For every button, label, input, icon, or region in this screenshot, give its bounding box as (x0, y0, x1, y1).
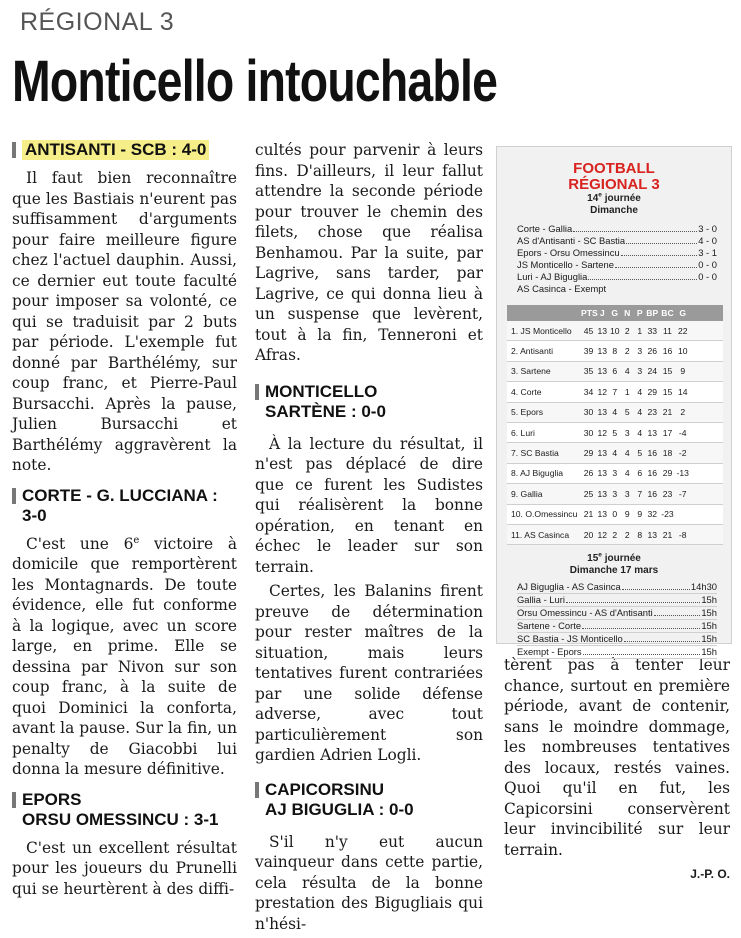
standings-row (507, 484, 723, 504)
standings-cell-n: 4 (624, 448, 630, 459)
standings-cell-g: 3 (612, 488, 618, 499)
standings-cell-n: 2 (624, 325, 630, 336)
result-score: 3 - 0 (698, 223, 717, 234)
standings-cell-j: 13 (597, 509, 608, 520)
leader-dots (566, 602, 700, 603)
paragraph: Certes, les Balanins firent preuve de détermination pour rester maîtres de la situation, mais leurs tentatives furent contrariées par une solide défense adverse, avec tout particulièrement son gardien Adrien Logli. (255, 582, 483, 764)
result-row (517, 259, 717, 271)
results-list (517, 223, 717, 295)
standings-header-cell: G (679, 308, 687, 318)
headline: Monticello intouchable (12, 49, 498, 114)
standings-cell-pts: 21 (583, 509, 594, 520)
paragraph: Il faut bien reconnaître que les Bastiais n'eurent pas suffisamment d'arguments pour faire meilleure figure chez l'actuel dauphin. Aussi, ce dernier eut toute faculté pour imposer sa volonté, ce qui se traduisit par 2 buts par période. L'exemple fut donné par Barthélémy, sur coup franc, et Pierre-Paul Bursacchi. Après la pause, Julien Bursacchi et Barthélémy aggravèrent la note. (12, 169, 237, 474)
standings-cell-n: 2 (624, 529, 630, 540)
standings-cell-team: 11. AS Casinca (511, 529, 570, 540)
standings-cell-p: 5 (637, 448, 643, 459)
standings-cell-pts: 35 (583, 366, 594, 377)
result-score: 0 - 0 (698, 271, 717, 282)
standings-cell-team: 7. SC Bastia (511, 448, 559, 459)
standings-cell-bp: 16 (647, 448, 658, 459)
fixture-teams: Exempt - Epors (517, 646, 582, 658)
match-heading-epors: EPORS ORSU OMESSINCU : 3-1 (12, 790, 237, 830)
standings-cell-j: 12 (597, 529, 608, 540)
standings-cell-team: 5. Epors (511, 407, 544, 418)
match-heading-antisanti: ANTISANTI - SCB : 4-0 (12, 140, 237, 160)
standings-cell-bc: 15 (662, 366, 673, 377)
fixture-row (517, 594, 717, 607)
standings-cell-j: 13 (597, 346, 608, 357)
leader-dots (654, 615, 701, 616)
standings-body (507, 321, 723, 545)
standings-cell-team: 2. Antisanti (511, 346, 554, 357)
standings-header-cell: PTS (581, 308, 598, 318)
standings-cell-p: 4 (637, 427, 643, 438)
fixture-teams: Sartene - Corte (517, 620, 582, 632)
standings-cell-diff: 9 (680, 366, 686, 377)
standings-cell-diff: 2 (680, 407, 686, 418)
standings-cell-n: 3 (624, 427, 630, 438)
standings-cell-diff: 22 (677, 325, 688, 336)
paragraph: C'est un excellent résultat pour les joueurs du Prunelli qui se heurtèrent à des diffi- (12, 838, 237, 898)
standings-cell-p: 7 (637, 488, 643, 499)
result-score: 0 - 0 (698, 259, 717, 270)
leader-dots (582, 628, 700, 629)
standings-cell-g: 3 (612, 468, 618, 479)
standings-cell-bp: 33 (647, 325, 658, 336)
standings-row (507, 525, 723, 545)
standings-row (507, 362, 723, 382)
standings-cell-g: 2 (612, 529, 618, 540)
leader-dots (615, 267, 697, 268)
standings-header-cell: N (624, 308, 631, 318)
standings-cell-g: 7 (612, 386, 618, 397)
standings-cell-g: 8 (612, 346, 618, 357)
leader-dots (588, 279, 697, 280)
standings-cell-bc: 11 (663, 325, 672, 336)
match-heading-monticello: MONTICELLO SARTÈNE : 0-0 (255, 382, 483, 422)
standings-cell-pts: 25 (583, 488, 594, 499)
match-heading-corte: CORTE - G. LUCCIANA : 3-0 (12, 486, 237, 526)
standings-cell-team: 3. Sartene (511, 366, 551, 377)
standings-cell-j: 13 (597, 488, 608, 499)
standings-cell-p: 9 (637, 509, 643, 520)
standings-cell-p: 3 (637, 346, 643, 357)
standings-cell-bc: -23 (661, 509, 674, 520)
standings-header-cell: G (611, 308, 619, 318)
standings-cell-p: 4 (637, 407, 643, 418)
standings-cell-pts: 29 (583, 448, 594, 459)
fixture-time: 14h30 (690, 581, 717, 593)
standings-cell-p: 1 (637, 325, 643, 336)
fixture-row (517, 581, 717, 594)
fixture-row (517, 620, 717, 633)
paragraph: S'il n'y eut aucun vainqueur dans cette partie, cela résulta de la bonne prestation des Bigugliais qui n'hési- (255, 832, 483, 933)
standings-cell-j: 13 (597, 448, 608, 459)
standings-cell-g: 4 (612, 448, 618, 459)
result-row (517, 271, 717, 283)
fixture-time: 15h (701, 633, 717, 645)
standings-cell-pts: 30 (583, 407, 594, 418)
author-signature: J.-P. O. (690, 867, 730, 881)
fixture-row (517, 646, 717, 659)
section-kicker: RÉGIONAL 3 (20, 8, 175, 36)
standings-cell-bp: 13 (647, 529, 658, 540)
standings-cell-diff: -13 (676, 468, 689, 479)
standings-cell-n: 4 (624, 366, 630, 377)
standings-header-cell: J (599, 308, 605, 318)
result-teams: Epors - Orsu Omessincu (517, 247, 620, 258)
standings-row (507, 403, 723, 423)
match-heading-capicorsinu: CAPICORSINU AJ BIGUGLIA : 0-0 (255, 780, 483, 820)
standings-cell-n: 2 (624, 346, 630, 357)
standings-header-cell: BP (646, 308, 659, 318)
standings-cell-bp: 29 (647, 386, 658, 397)
leader-dots (621, 255, 698, 256)
standings-cell-n: 5 (624, 407, 630, 418)
result-teams: AS d'Antisanti - SC Bastia (517, 235, 626, 246)
standings-cell-j: 12 (597, 427, 608, 438)
standings-row (507, 464, 723, 484)
article-column-3 (504, 655, 730, 885)
fixture-time: 15h (701, 607, 717, 619)
result-row (517, 235, 717, 247)
leader-dots (573, 231, 697, 232)
standings-cell-bp: 32 (647, 509, 658, 520)
standings-cell-p: 6 (637, 468, 643, 479)
heading-bar (12, 792, 16, 808)
heading-bar (12, 488, 16, 504)
fixture-time: 15h (701, 594, 717, 606)
round-label: 14e journée (587, 191, 641, 204)
standings-row (507, 505, 723, 525)
standings-cell-diff: 10 (677, 346, 688, 357)
standings-cell-g: 10 (609, 325, 620, 336)
round-day: Dimanche (590, 205, 638, 216)
standings-cell-team: 6. Luri (511, 427, 535, 438)
result-teams: JS Monticello - Sartene (517, 259, 614, 270)
fixture-time: 15h (701, 646, 717, 658)
fixture-teams: SC Bastia - JS Monticello (517, 633, 623, 645)
fixture-row (517, 633, 717, 646)
standings-row (507, 341, 723, 361)
fixture-teams: Gallia - Luri (517, 594, 565, 606)
standings-cell-n: 4 (624, 468, 630, 479)
standings-cell-j: 13 (597, 366, 608, 377)
standings-cell-j: 13 (597, 468, 608, 479)
standings-cell-bp: 16 (647, 468, 658, 479)
standings-cell-j: 13 (597, 325, 608, 336)
fixture-teams: Orsu Omessincu - AS d'Antisanti (517, 607, 653, 619)
standings-cell-diff: -2 (678, 448, 687, 459)
standings-table (507, 305, 723, 545)
standings-cell-pts: 20 (583, 529, 594, 540)
result-teams: AS Casinca - Exempt (517, 283, 607, 294)
fixture-teams: AJ Biguglia - AS Casinca (517, 581, 621, 593)
leader-dots (622, 589, 690, 590)
paragraph: À la lecture du résultat, il n'est pas déplacé de dire que ce furent les Sudistes qui réalisèrent la bonne opération, en tenant en échec le leader sur son terrain. (255, 434, 483, 576)
standings-cell-bp: 23 (647, 407, 658, 418)
standings-cell-g: 4 (612, 407, 618, 418)
standings-cell-bc: 21 (662, 407, 673, 418)
standings-cell-bc: 23 (662, 488, 673, 499)
standings-cell-bc: 15 (662, 386, 673, 397)
standings-cell-pts: 34 (583, 386, 594, 397)
paragraph: tèrent pas à tenter leur chance, surtout en première période, avant de contenir, sans le moindre dommage, les nombreuses tentatives des locaux, restés vaines. Quoi qu'il en fut, les Capicorsini conservèrent leur invincibilité sur leur terrain. (504, 656, 730, 859)
standings-header (507, 305, 723, 321)
standings-cell-p: 4 (637, 386, 643, 397)
standings-cell-bp: 24 (647, 366, 658, 377)
standings-row (507, 443, 723, 463)
standings-cell-pts: 39 (583, 346, 594, 357)
standings-cell-bc: 16 (662, 346, 673, 357)
standings-cell-g: 0 (612, 509, 618, 520)
next-round-label: 15e journée (587, 551, 641, 565)
result-row (517, 247, 717, 259)
standings-cell-bc: 21 (662, 529, 673, 540)
standings-cell-bp: 13 (647, 427, 658, 438)
fixture-time: 15h (701, 620, 717, 632)
standings-cell-bc: 29 (662, 468, 673, 479)
heading-bar (12, 142, 16, 158)
standings-cell-p: 3 (637, 366, 643, 377)
standings-header-cell: BC (661, 308, 674, 318)
standings-cell-team: 9. Gallia (511, 488, 543, 499)
standings-row (507, 382, 723, 402)
fixture-row (517, 607, 717, 620)
standings-cell-p: 8 (637, 529, 643, 540)
next-round-day: Dimanche 17 mars (569, 565, 659, 577)
standings-cell-n: 9 (624, 509, 630, 520)
standings-cell-pts: 45 (583, 325, 594, 336)
result-score: 4 - 0 (698, 235, 717, 246)
standings-cell-diff: -7 (678, 488, 687, 499)
standings-cell-team: 10. O.Omessincu (511, 509, 578, 520)
standings-cell-n: 1 (624, 386, 630, 397)
standings-cell-n: 3 (624, 488, 630, 499)
standings-header-cell: P (636, 308, 643, 318)
standings-cell-j: 12 (597, 386, 608, 397)
result-row (517, 223, 717, 235)
result-teams: Luri - AJ Biguglia (517, 271, 588, 282)
results-sidebar (496, 146, 732, 658)
leader-dots (624, 641, 701, 642)
standings-cell-g: 6 (612, 366, 618, 377)
fixtures-list (517, 581, 717, 659)
article-column-2 (255, 140, 483, 938)
standings-cell-team: 8. AJ Biguglia (511, 468, 564, 479)
paragraph: C'est une 6e victoire à domicile que remportèrent les Montagnards. De toute évidence, elle fut conforme à la logique, avec un score large, en prime. Elle se dessina par Nivon sur son coup franc, à la suite de quoi Dominici la conforta, avant la pause. Sur la fin, un penalty de Giacobbi lui donna la mesure définitive. (12, 534, 237, 778)
standings-cell-g: 5 (612, 427, 618, 438)
standings-cell-diff: 14 (677, 386, 688, 397)
heading-bar (255, 384, 259, 400)
leader-dots (583, 654, 701, 655)
standings-cell-diff: -4 (678, 427, 687, 438)
article-column-1 (12, 140, 237, 903)
standings-cell-diff: -8 (678, 529, 687, 540)
sidebar-title: FOOTBALL RÉGIONAL 3 (568, 160, 660, 193)
heading-bar (255, 782, 259, 798)
standings-cell-team: 1. JS Monticello (511, 325, 572, 336)
standings-cell-pts: 30 (583, 427, 594, 438)
standings-cell-pts: 26 (583, 468, 594, 479)
result-teams: Corte - Gallia (517, 223, 573, 234)
standings-cell-bc: 17 (662, 427, 673, 438)
paragraph: cultés pour parvenir à leurs fins. D'ailleurs, il leur fallut attendre la seconde période pour trouver le chemin des filets, chose que réalisa Benhamou. Par la suite, par Lagrive, sans tarder, par Lagrive, ce qui donna lieu à un suspense que levèrent, tout à la fin, Tenneroni et Afras. (255, 141, 483, 364)
standings-row (507, 321, 723, 341)
result-score: 3 - 1 (698, 247, 717, 258)
leader-dots (626, 243, 697, 244)
standings-cell-bp: 16 (647, 488, 658, 499)
standings-cell-bc: 18 (662, 448, 673, 459)
standings-row (507, 423, 723, 443)
result-row (517, 283, 717, 295)
standings-cell-bp: 26 (647, 346, 658, 357)
standings-cell-team: 4. Corte (511, 386, 542, 397)
standings-cell-j: 13 (597, 407, 608, 418)
